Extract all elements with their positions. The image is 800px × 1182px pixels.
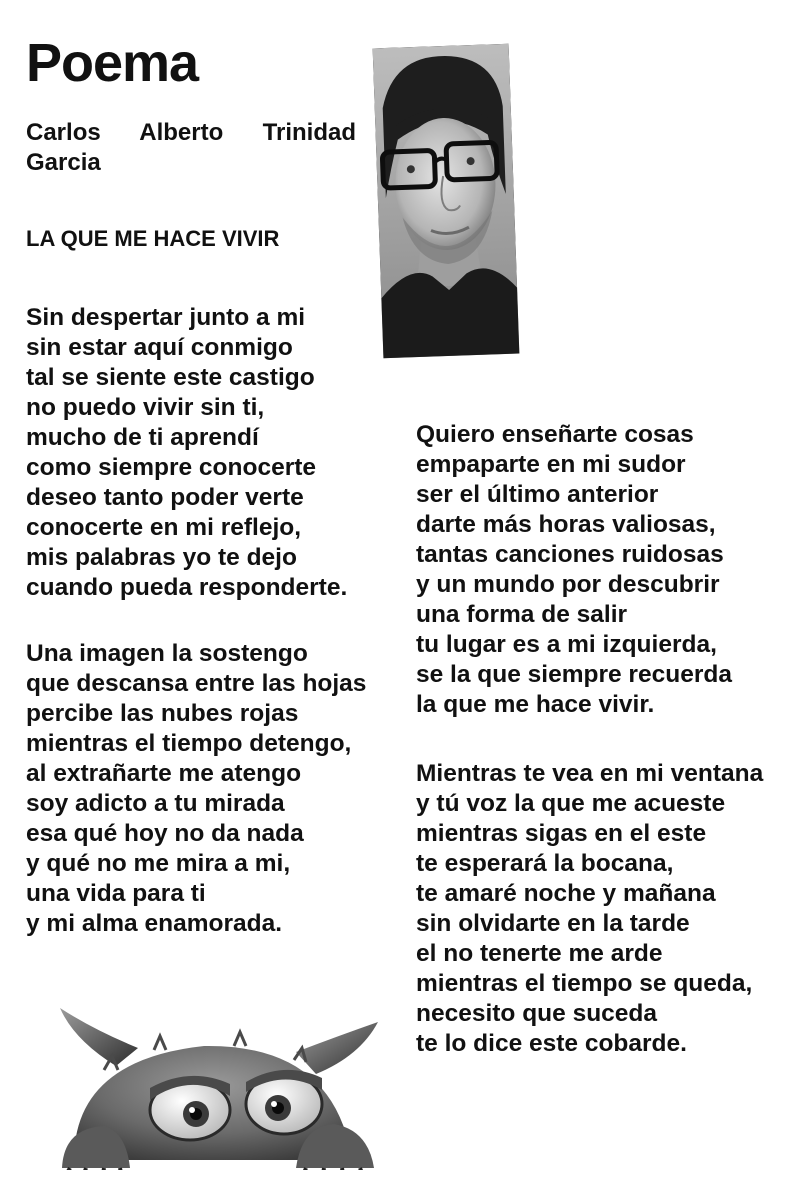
poem-line: como siempre conocerte	[26, 454, 317, 481]
poem-line: se la que siempre recuerda	[416, 661, 732, 688]
poem-line: cuando pueda responderte.	[26, 574, 348, 601]
poem-line: darte más horas valiosas,	[416, 511, 716, 538]
poem-line: al extrañarte me atengo	[26, 760, 302, 787]
poem-line: mientras el tiempo detengo,	[26, 730, 352, 757]
poem-line: no puedo vivir sin ti,	[26, 394, 265, 421]
poem-line: mis palabras yo te dejo	[26, 544, 297, 571]
poem-line: soy adicto a tu mirada	[26, 790, 285, 817]
poem-line: percibe las nubes rojas	[26, 700, 299, 727]
poem-line: Una imagen la sostengo	[26, 640, 308, 667]
poem-line: conocerte en mi reflejo,	[26, 514, 302, 541]
poem-line: sin estar aquí conmigo	[26, 334, 293, 361]
poem-line: tu lugar es a mi izquierda,	[416, 631, 717, 658]
poem-line: sin olvidarte en la tarde	[416, 910, 690, 937]
poem-line: una vida para ti	[26, 880, 206, 907]
poem-line: Quiero enseñarte cosas	[416, 421, 694, 448]
poem-line: la que me hace vivir.	[416, 691, 655, 718]
poem-line: y mi alma enamorada.	[26, 910, 283, 937]
poem-title: LA QUE ME HACE VIVIR	[26, 226, 280, 251]
poem-line: Sin despertar junto a mi	[26, 304, 306, 331]
poem-line: una forma de salir	[416, 601, 628, 628]
portrait-photo	[373, 44, 520, 359]
page-title: Poema	[26, 33, 199, 93]
poem-line: necesito que suceda	[416, 1000, 658, 1027]
poem-line: empaparte en mi sudor	[416, 451, 686, 478]
poem-line: que descansa entre las hojas	[26, 670, 367, 697]
poem-line: te amaré noche y mañana	[416, 880, 716, 907]
poem-line: deseo tanto poder verte	[26, 484, 304, 511]
poem-line: tal se siente este castigo	[26, 364, 315, 391]
poem-line: ser el último anterior	[416, 481, 659, 508]
poem-line: esa qué hoy no da nada	[26, 820, 304, 847]
poem-line: te lo dice este cobarde.	[416, 1030, 687, 1057]
stanza-3	[416, 420, 732, 720]
poem-line: y tú voz la que me acueste	[416, 790, 726, 817]
stanza-4	[416, 759, 763, 1059]
poem-line: y qué no me mira a mi,	[26, 850, 291, 877]
poem-line: tantas canciones ruidosas	[416, 541, 724, 568]
author-photo	[373, 44, 520, 359]
poem-line: te esperará la bocana,	[416, 850, 674, 877]
poem-line: mientras el tiempo se queda,	[416, 970, 753, 997]
poem-line: el no tenerte me arde	[416, 940, 663, 967]
author-name: Carlos Alberto Trinidad Garcia	[26, 119, 356, 176]
poem-line: mientras sigas en el este	[416, 820, 707, 847]
horned-monster-icon	[34, 1000, 384, 1170]
poem-line: mucho de ti aprendí	[26, 424, 259, 451]
poem-line: y un mundo por descubrir	[416, 571, 720, 598]
stanza-2	[26, 639, 366, 939]
poem-line: Mientras te vea en mi ventana	[416, 760, 764, 787]
stanza-1	[26, 303, 347, 603]
